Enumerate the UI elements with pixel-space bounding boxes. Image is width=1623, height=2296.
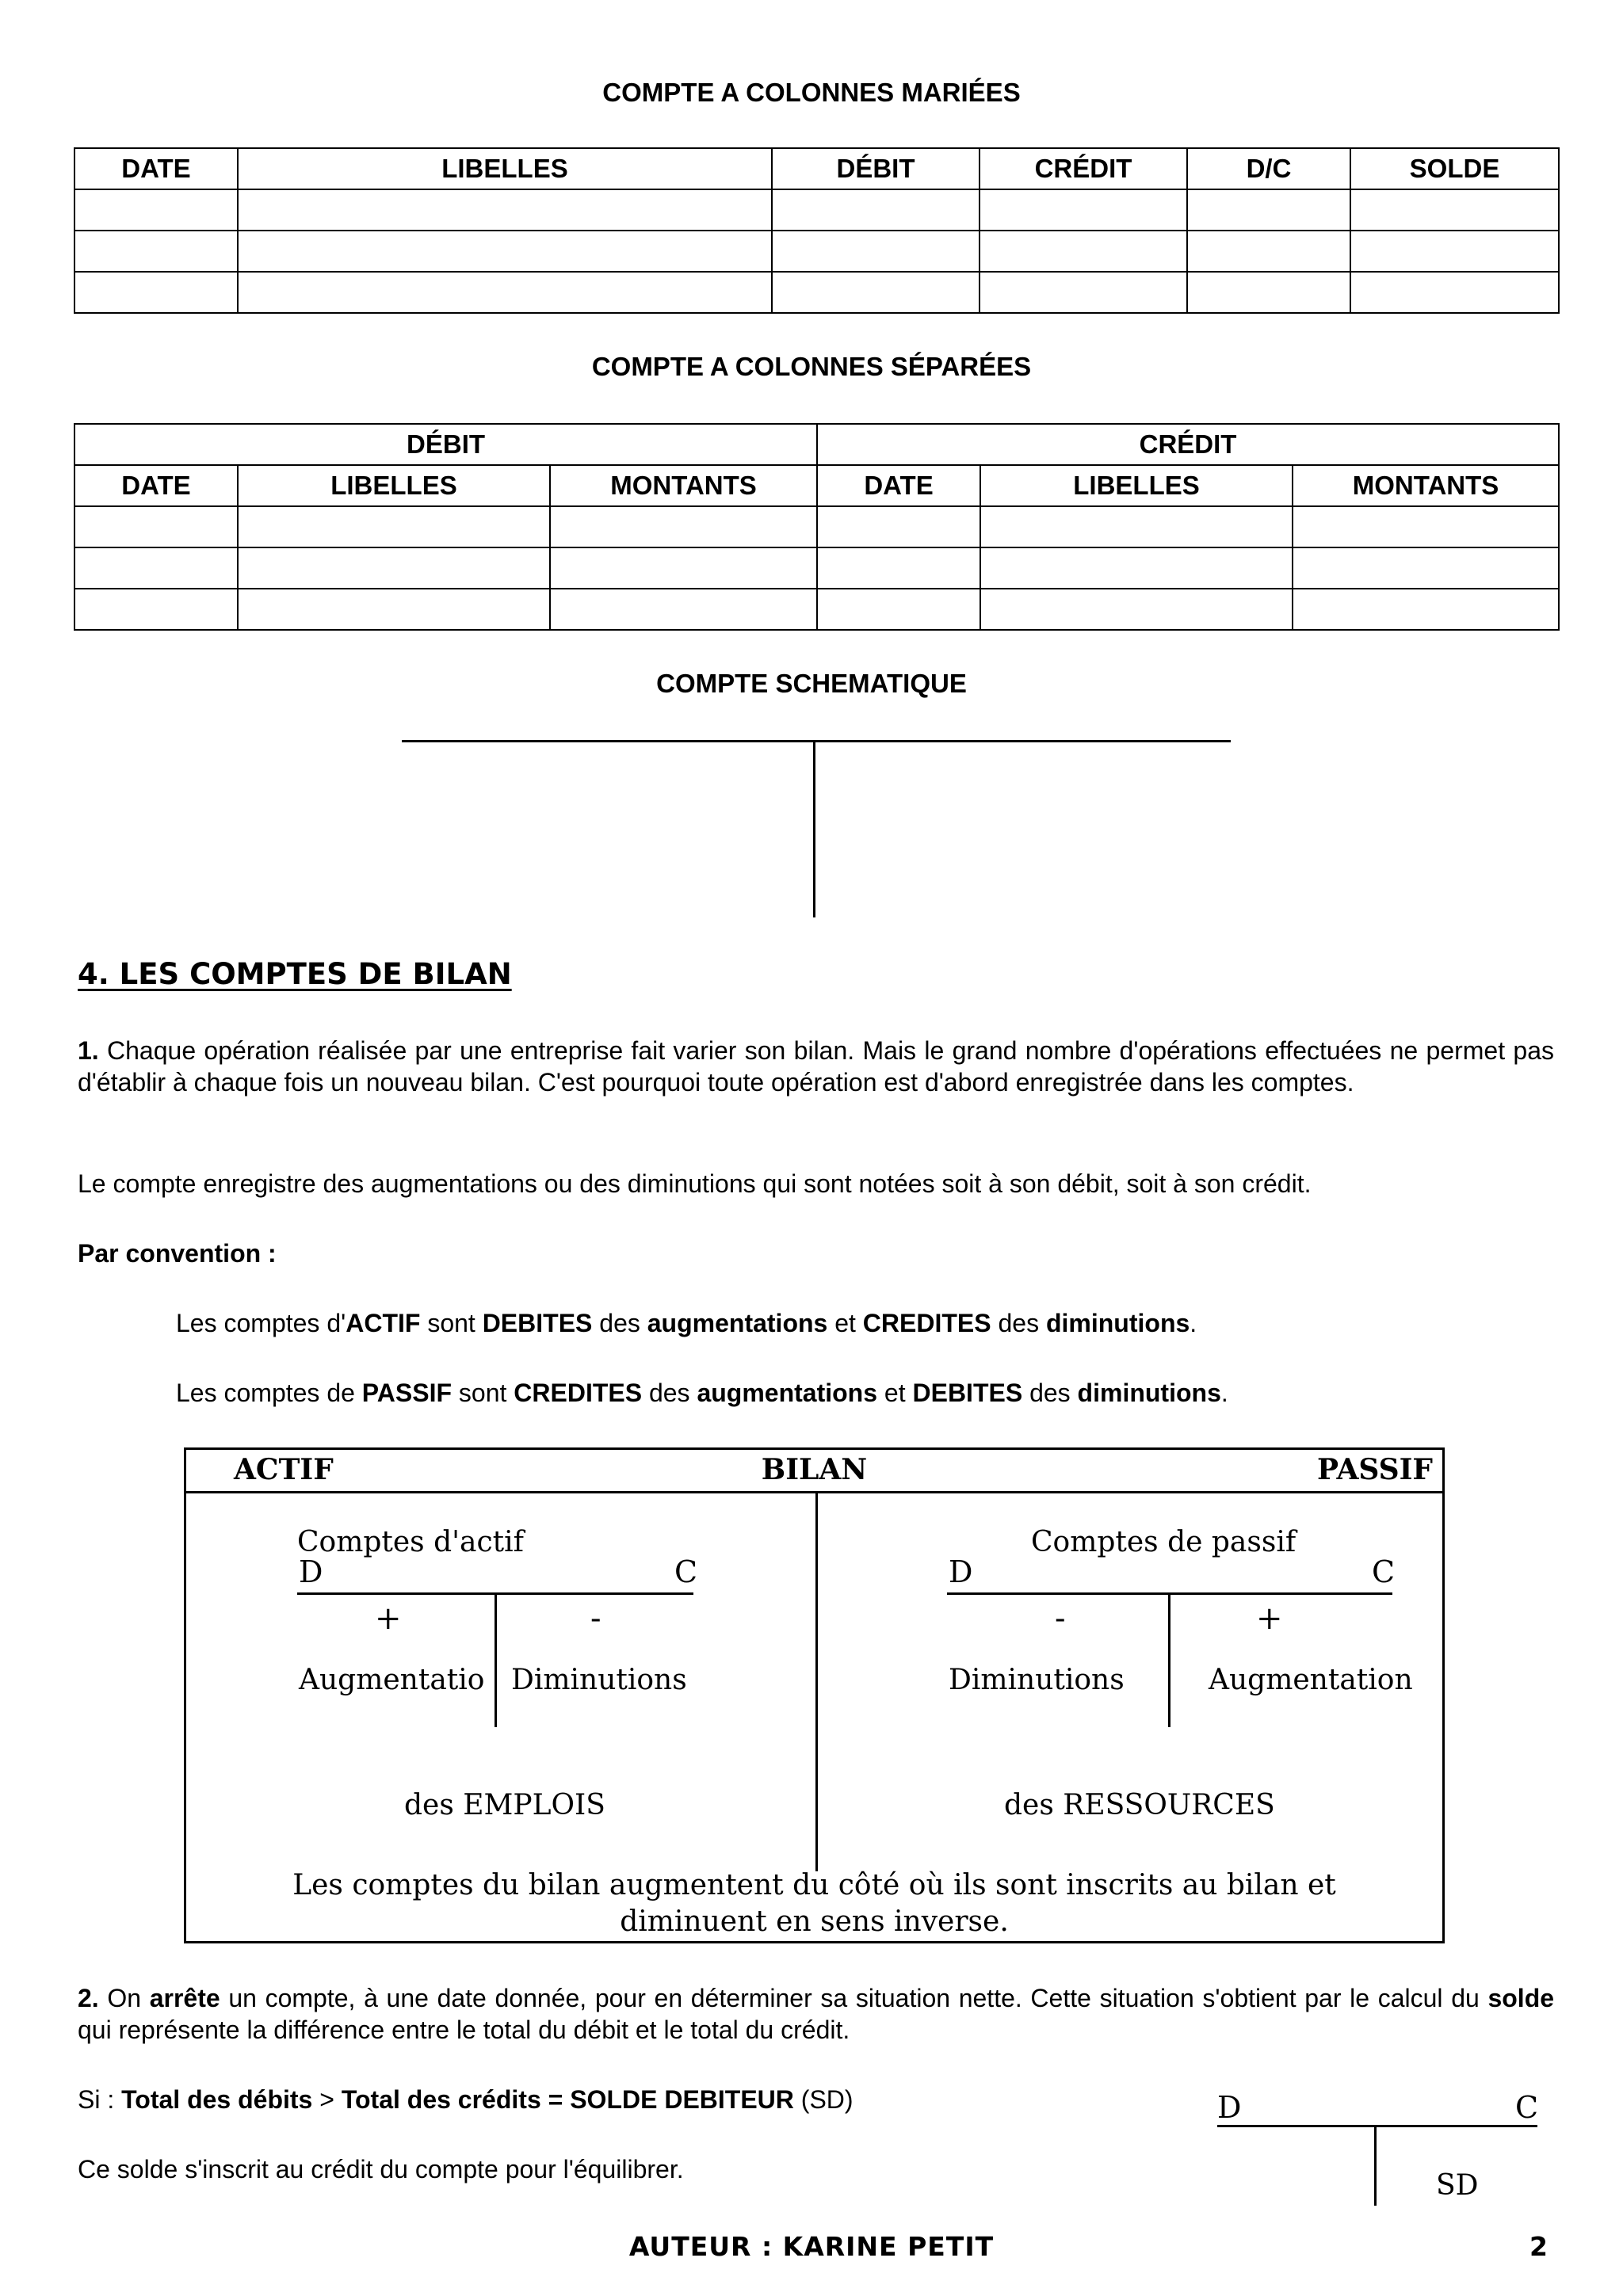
text: sont <box>420 1309 483 1337</box>
bilan-footer-note: Les comptes du bilan augmentent du côté où ils sont inscrits au bilan et diminuent en sens inverse. <box>292 1869 1336 1938</box>
separated-account-title: COMPTE A COLONNES SÉPARÉES <box>591 352 1032 381</box>
married-account-table <box>74 147 1560 314</box>
actif-emplois-label: des EMPLOIS <box>404 1789 605 1821</box>
text-bold: Total des débits <box>121 2085 313 2114</box>
text: On <box>107 1984 150 2012</box>
actif-t-debit-label: D <box>299 1554 323 1589</box>
text: Si : <box>78 2085 122 2114</box>
column-header: DÉBIT <box>772 148 980 189</box>
column-header: DATE <box>74 465 238 506</box>
text: > <box>312 2085 342 2114</box>
passif-diminution-label: Diminutions <box>949 1664 1125 1696</box>
actif-convention-line <box>176 1307 1197 1339</box>
text-bold: CREDITES <box>862 1309 991 1337</box>
column-header: LIBELLES <box>238 148 772 189</box>
actif-t-title: Comptes d'actif <box>297 1526 524 1558</box>
column-header: D/C <box>1187 148 1350 189</box>
paragraph-1 <box>78 1035 1554 1098</box>
table-row <box>74 506 1559 547</box>
text-bold: DEBITES <box>912 1379 1023 1407</box>
bilan-diagram <box>184 1447 1445 1943</box>
text-bold: CREDITES <box>514 1379 643 1407</box>
sd-t-horizontal-line <box>1217 2125 1537 2127</box>
text-bold: arrête <box>149 1984 220 2012</box>
column-header: DATE <box>74 148 238 189</box>
passif-convention-line <box>176 1377 1228 1409</box>
passif-augmentation-label: Augmentation <box>1209 1664 1413 1696</box>
schematic-account-title: COMPTE SCHEMATIQUE <box>656 669 967 698</box>
page-footer-author: AUTEUR : KARINE PETIT <box>628 2231 995 2262</box>
column-header: MONTANTS <box>550 465 817 506</box>
text-bold: solde <box>1487 1984 1555 2012</box>
bilan-header-divider <box>186 1491 1442 1493</box>
bilan-actif-label: ACTIF <box>234 1453 334 1486</box>
text-bold: diminutions <box>1077 1379 1221 1407</box>
column-header: CRÉDIT <box>980 148 1187 189</box>
t-account-horizontal-line <box>402 740 1231 742</box>
separated-account-table <box>74 423 1560 631</box>
text-bold: PASSIF <box>361 1379 452 1407</box>
passif-t-debit-label: D <box>949 1554 973 1589</box>
text: un compte, à une date donnée, pour en déterminer sa situation nette. Cette situation s'obtient par le calcul du <box>220 1984 1488 2012</box>
paragraph-3 <box>78 1982 1554 2046</box>
table-row <box>74 272 1559 313</box>
section-heading: 4. LES COMPTES DE BILAN <box>78 957 512 991</box>
passif-t-vertical-line <box>1168 1592 1170 1727</box>
paragraph-2: Le compte enregistre des augmentations ou des diminutions qui sont notées soit à son débit, soit à son crédit. <box>78 1169 1312 1198</box>
actif-t-credit-label: C <box>674 1554 698 1589</box>
text: . <box>1190 1309 1197 1337</box>
text: et <box>877 1379 913 1407</box>
text: et <box>827 1309 863 1337</box>
bilan-center-divider <box>815 1491 818 1871</box>
paragraph-number: 1. <box>78 1036 99 1065</box>
passif-t-credit-label: C <box>1372 1554 1396 1589</box>
table-header-row <box>74 465 1559 506</box>
solde-debiteur-rule <box>78 2084 854 2115</box>
column-header: DATE <box>817 465 980 506</box>
t-account-vertical-line <box>813 740 815 917</box>
credit-group-header: CRÉDIT <box>817 424 1559 465</box>
sd-t-vertical-line <box>1374 2125 1377 2206</box>
text-bold: Total des crédits = SOLDE DEBITEUR <box>341 2085 794 2114</box>
text: Les comptes d' <box>176 1309 346 1337</box>
text: des <box>1022 1379 1078 1407</box>
text: (SD) <box>793 2085 854 2114</box>
column-header: MONTANTS <box>1293 465 1559 506</box>
text-bold: diminutions <box>1045 1309 1190 1337</box>
actif-diminution-label: Diminutions <box>511 1664 687 1696</box>
table-group-header-row <box>74 424 1559 465</box>
actif-plus-sign: + <box>375 1600 402 1637</box>
page-number: 2 <box>1529 2231 1548 2262</box>
column-header: SOLDE <box>1350 148 1559 189</box>
text: des <box>991 1309 1046 1337</box>
text: sont <box>452 1379 514 1407</box>
convention-label: Par convention : <box>78 1239 277 1268</box>
text-bold: DEBITES <box>482 1309 593 1337</box>
text-bold: augmentations <box>697 1379 878 1407</box>
passif-ressources-label: des RESSOURCES <box>1004 1789 1275 1821</box>
column-header: LIBELLES <box>238 465 550 506</box>
paragraph-text: Chaque opération réalisée par une entreprise fait varier son bilan. Mais le grand nombre d'opérations effectuées ne permet pas d'établir à chaque fois un nouveau bilan. C'est pourquoi toute opération est d'abord enregistrée dans les comptes. <box>78 1036 1555 1097</box>
table-row <box>74 189 1559 231</box>
text: Les comptes de <box>176 1379 362 1407</box>
actif-t-vertical-line <box>495 1592 497 1727</box>
table-header-row <box>74 148 1559 189</box>
table-row <box>74 589 1559 630</box>
text: des <box>642 1379 697 1407</box>
passif-plus-sign: + <box>1256 1600 1283 1637</box>
actif-augmentation-label: Augmentatio <box>299 1664 485 1696</box>
paragraph-number: 2. <box>78 1984 99 2012</box>
text-bold: augmentations <box>647 1309 828 1337</box>
text: des <box>592 1309 647 1337</box>
sd-t-credit-label: C <box>1515 2090 1539 2125</box>
sd-label: SD <box>1436 2169 1479 2202</box>
passif-minus-sign: - <box>1055 1600 1066 1637</box>
debit-group-header: DÉBIT <box>74 424 817 465</box>
passif-t-title: Comptes de passif <box>1031 1526 1296 1558</box>
actif-minus-sign: - <box>590 1600 601 1637</box>
text: qui représente la différence entre le total du débit et le total du crédit. <box>78 2016 850 2044</box>
column-header: LIBELLES <box>980 465 1293 506</box>
bilan-title: BILAN <box>761 1453 868 1486</box>
bilan-passif-label: PASSIF <box>1317 1453 1433 1486</box>
table-row <box>74 547 1559 589</box>
solde-credit-note: Ce solde s'inscrit au crédit du compte pour l'équilibrer. <box>78 2155 684 2183</box>
text: . <box>1220 1379 1228 1407</box>
sd-t-debit-label: D <box>1217 2090 1242 2125</box>
married-account-title: COMPTE A COLONNES MARIÉES <box>602 78 1021 107</box>
table-row <box>74 231 1559 272</box>
text-bold: ACTIF <box>346 1309 421 1337</box>
